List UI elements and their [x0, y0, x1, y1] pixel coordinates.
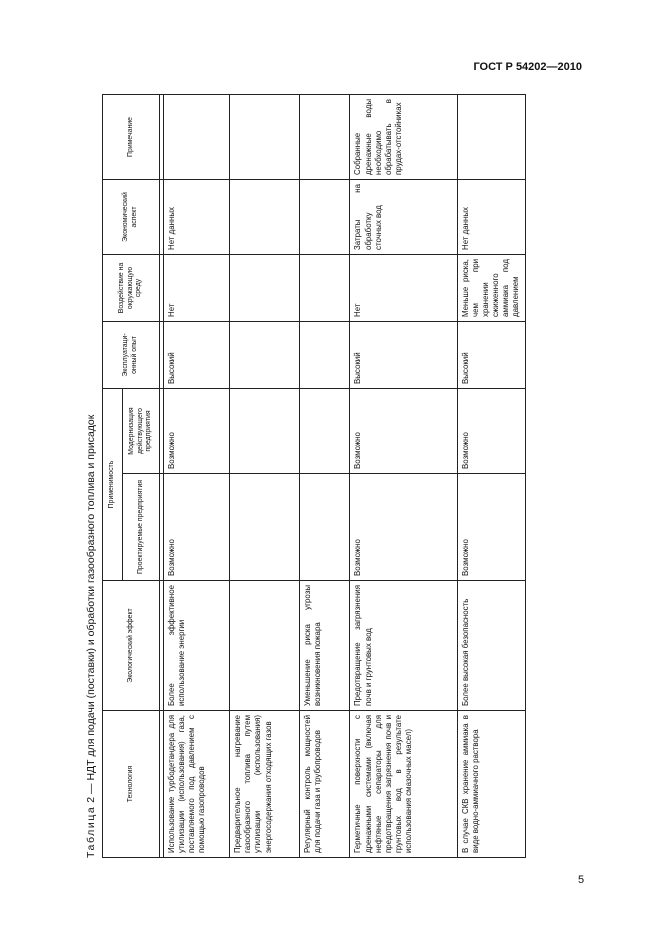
- cell-modernization: [230, 389, 300, 474]
- cell-economic: Затраты на обработку сточных вод: [350, 180, 457, 255]
- cell-designed: [230, 474, 300, 581]
- cell-designed: Возможно: [164, 474, 230, 581]
- cell-economic: [230, 180, 300, 255]
- header-eco-effect: Экологический эффект: [103, 581, 160, 711]
- header-technology: Технология: [103, 711, 160, 858]
- cell-operational: Высокий: [164, 322, 230, 389]
- header-applicability: Применимость: [103, 389, 123, 581]
- cell-modernization: Возможно: [350, 389, 457, 474]
- cell-eco-effect: Предотвращение загрязнения почв и грунтовых вод: [350, 581, 457, 711]
- cell-impact: [300, 255, 350, 322]
- header-note: Примечание: [103, 95, 160, 180]
- cell-note: [457, 95, 525, 180]
- cell-operational: [230, 322, 300, 389]
- cell-technology: Герметичные поверхности с дренажными системами (включая нефтяные сепараторы для предотвращения загрязнения почв и грунтовых вод в результате использования смазочных масел): [350, 711, 457, 858]
- cell-technology: Предварительное нагревание газообразного топлива путем утилизации (использования) энергосодержания отходящих газов: [230, 711, 300, 858]
- cell-eco-effect: Уменьшение риска угрозы возникновения пожара: [300, 581, 350, 711]
- cell-note: [300, 95, 350, 180]
- header-designed: Проектируемые предприятия: [123, 474, 160, 581]
- cell-note: [164, 95, 230, 180]
- cell-modernization: Возможно: [164, 389, 230, 474]
- cell-economic: Нет данных: [457, 180, 525, 255]
- caption-title: — НДТ для подачи (поставки) и обработки газообразного топлива и присадок: [85, 414, 97, 794]
- header-modernization: Модернизация действующего предприятия: [123, 389, 160, 474]
- cell-operational: [300, 322, 350, 389]
- cell-technology: Регулярный контроль мощностей для подачи газа и трубопроводов: [300, 711, 350, 858]
- cell-note: Собранные дренажные воды необходимо обрабатывать в прудах-отстойниках: [350, 95, 457, 180]
- table-row: [457, 95, 525, 858]
- cell-economic: Нет данных: [164, 180, 230, 255]
- table-caption: [80, 95, 102, 858]
- header-impact: Воздействие на окружающую среду: [103, 255, 160, 322]
- cell-technology: В случае СКВ хранение аммиака в виде водно-аммиачного раствора: [457, 711, 525, 858]
- cell-designed: Возможно: [457, 474, 525, 581]
- ndt-table: [102, 94, 526, 858]
- cell-technology: Использование турбодетандера для утилизации (использования) газа, поставляемого под давлением с помощью газопроводов: [164, 711, 230, 858]
- cell-impact: Меньше риска, чем при хранении сжиженного аммиака под давлением: [457, 255, 525, 322]
- cell-eco-effect: Более высокая безопасность: [457, 581, 525, 711]
- cell-impact: Нет: [350, 255, 457, 322]
- cell-modernization: Возможно: [457, 389, 525, 474]
- cell-modernization: [300, 389, 350, 474]
- cell-note: [230, 95, 300, 180]
- table-row: [300, 95, 350, 858]
- cell-eco-effect: [230, 581, 300, 711]
- cell-economic: [300, 180, 350, 255]
- table-row: [230, 95, 300, 858]
- caption-label: Таблица: [85, 805, 97, 858]
- header-row: [103, 95, 123, 858]
- header-economic: Экономический аспект: [103, 180, 160, 255]
- page-number: 5: [578, 874, 585, 886]
- caption-number: 2: [85, 796, 97, 803]
- table-row: [350, 95, 457, 858]
- document-code: ГОСТ Р 54202—2010: [473, 61, 582, 73]
- table-row: [164, 95, 230, 858]
- cell-eco-effect: Более эффективное использование энергии: [164, 581, 230, 711]
- cell-impact: Нет: [164, 255, 230, 322]
- rotated-table-block: [80, 95, 526, 858]
- cell-operational: Высокий: [350, 322, 457, 389]
- cell-impact: [230, 255, 300, 322]
- cell-designed: Возможно: [350, 474, 457, 581]
- cell-designed: [300, 474, 350, 581]
- header-operational: Эксплуатаци-онный опыт: [103, 322, 160, 389]
- cell-operational: Высокий: [457, 322, 525, 389]
